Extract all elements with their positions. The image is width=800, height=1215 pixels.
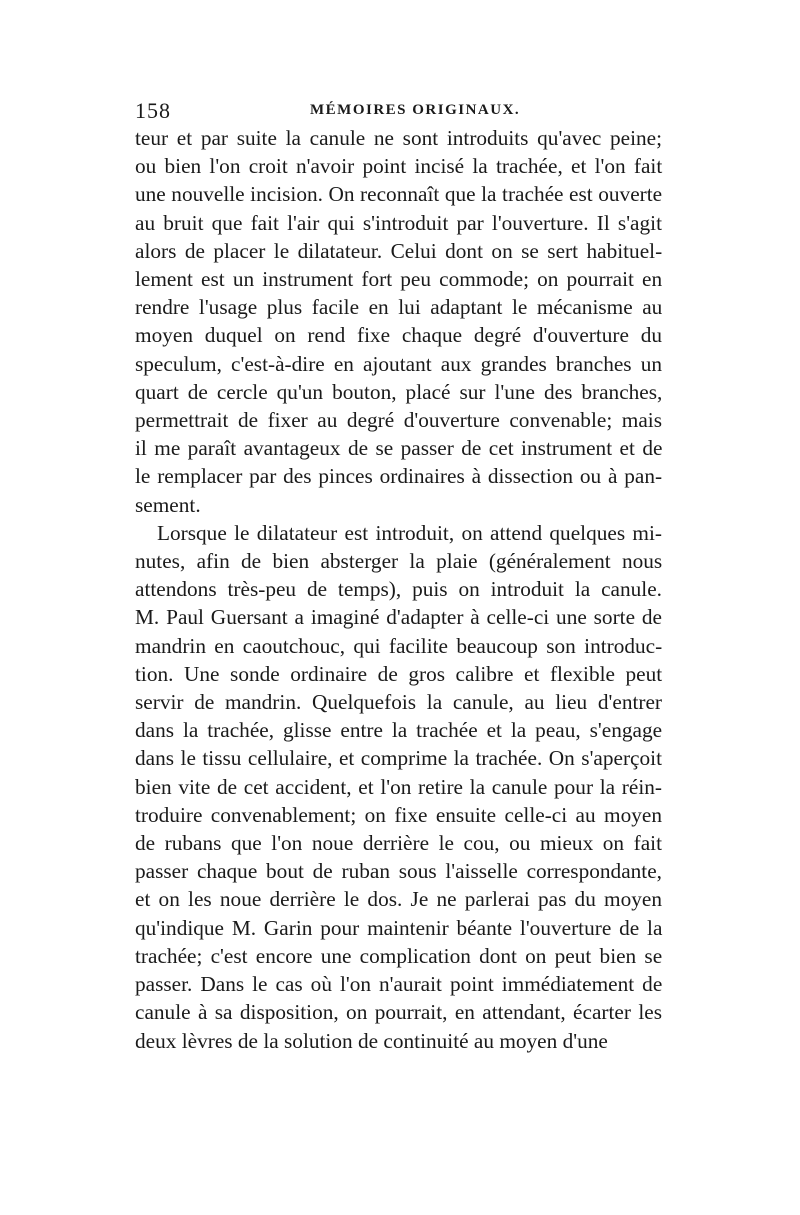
text-line: quart de cercle qu'un bouton, placé sur l'une des branches,: [135, 379, 663, 404]
text-line: sement.: [135, 492, 201, 517]
text-line: ou bien l'on croit n'avoir point incisé la trachée, et l'on fait: [135, 154, 663, 179]
text-line: alors de placer le dilatateur. Celui dont on se sert habituel-: [135, 238, 663, 263]
text-line: nutes, afin de bien absterger la plaie (généralement nous: [135, 549, 663, 574]
text-line: qu'indique M. Garin pour maintenir béante l'ouverture de la: [135, 915, 663, 940]
text-line: mandrin en caoutchouc, qui facilite beaucoup son introduc-: [135, 633, 663, 658]
text-line: passer. Dans le cas où l'on n'aurait point immédiatement de: [135, 972, 663, 997]
running-title: MÉMOIRES ORIGINAUX.: [310, 102, 521, 118]
text-line: bien vite de cet accident, et l'on retire la canule pour la réin-: [135, 774, 662, 799]
text-line: Lorsque le dilatateur est introduit, on attend quelques mi-: [157, 520, 662, 545]
text-line: attendons très-peu de temps), puis on introduit la canule.: [135, 577, 662, 602]
text-line: M. Paul Guersant a imaginé d'adapter à celle-ci une sorte de: [135, 605, 662, 630]
text-line: servir de mandrin. Quelquefois la canule, au lieu d'entrer: [135, 690, 663, 715]
text-line: au bruit que fait l'air qui s'introduit par l'ouverture. Il s'agit: [135, 210, 662, 235]
text-line: tion. Une sonde ordinaire de gros calibre et flexible peut: [135, 661, 663, 686]
text-line: passer chaque bout de ruban sous l'aisselle correspondante,: [135, 859, 662, 884]
page-number: 158: [135, 98, 171, 123]
text-line: deux lèvres de la solution de continuité au moyen d'une: [135, 1028, 608, 1053]
text-line: troduire convenablement; on fixe ensuite celle-ci au moyen: [135, 802, 662, 827]
text-line: dans la trachée, glisse entre la trachée et la peau, s'engage: [135, 718, 663, 743]
text-line: une nouvelle incision. On reconnaît que la trachée est ouverte: [135, 182, 663, 207]
text-line: dans le tissu cellulaire, et comprime la trachée. On s'aperçoit: [135, 746, 662, 771]
text-line: il me paraît avantageux de se passer de cet instrument et de: [135, 436, 663, 461]
paragraph: [135, 519, 662, 1055]
body-text: [135, 124, 662, 1055]
paragraph: [135, 124, 662, 519]
text-line: trachée; c'est encore une complication dont on peut bien se: [135, 943, 663, 968]
text-line: canule à sa disposition, on pourrait, en attendant, écarter les: [135, 1000, 662, 1025]
text-line: et on les noue derrière le dos. Je ne parlerai pas du moyen: [135, 887, 662, 912]
text-line: teur et par suite la canule ne sont introduits qu'avec peine;: [135, 126, 662, 150]
text-line: de rubans que l'on noue derrière le cou, ou mieux on fait: [135, 831, 662, 856]
text-line: speculum, c'est-à-dire en ajoutant aux grandes branches un: [135, 351, 662, 376]
text-line: le remplacer par des pinces ordinaires à dissection ou à pan-: [135, 464, 663, 489]
text-line: permettrait de fixer au degré d'ouverture convenable; mais: [135, 408, 662, 433]
text-line: rendre l'usage plus facile en lui adaptant le mécanisme au: [135, 295, 663, 320]
text-line: moyen duquel on rend fixe chaque degré d'ouverture du: [135, 323, 662, 348]
text-line: lement est un instrument fort peu commode; on pourrait en: [135, 267, 663, 292]
